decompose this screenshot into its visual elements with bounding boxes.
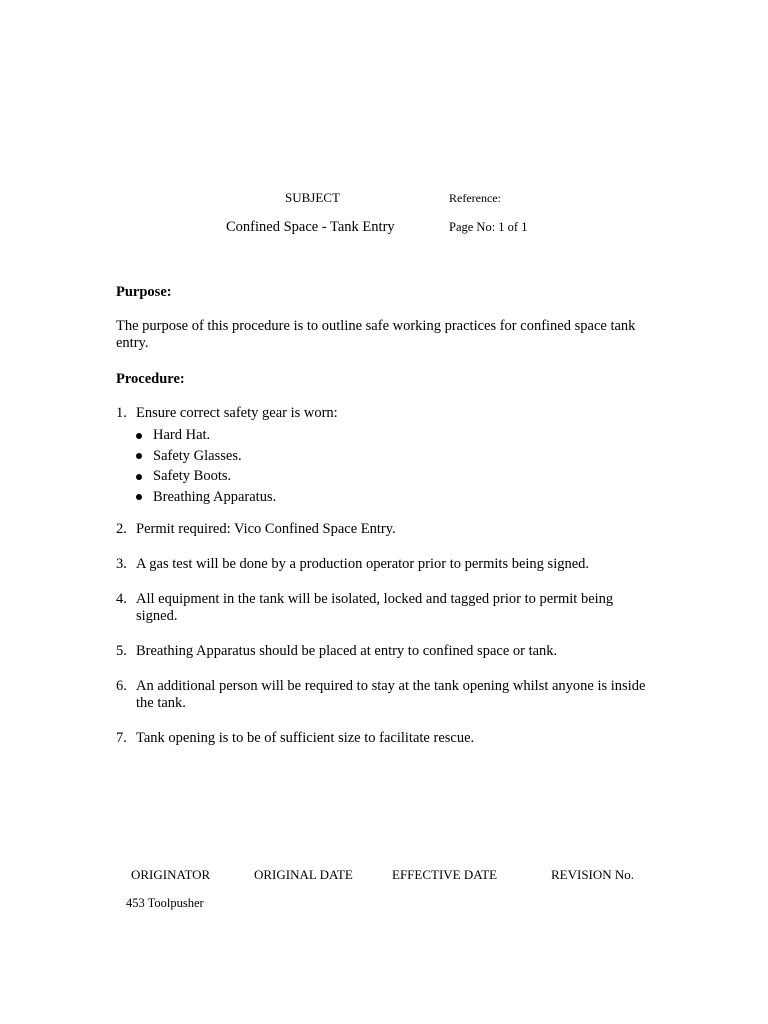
- list-item: [116, 487, 656, 508]
- effective-date-label: EFFECTIVE DATE: [392, 867, 498, 882]
- step-number: 6.: [116, 678, 127, 694]
- bullet-icon: [136, 494, 142, 500]
- revision-label: REVISION No.: [551, 867, 635, 882]
- step-number: 3.: [116, 556, 127, 572]
- list-item-text: Breathing Apparatus.: [153, 488, 277, 505]
- document-title: Confined Space - Tank Entry: [226, 219, 395, 235]
- step-number: 2.: [116, 521, 127, 537]
- step-text: Permit required: Vico Confined Space Entry.: [136, 521, 396, 537]
- list-item-text: Safety Boots.: [153, 468, 232, 484]
- bullet-icon: [136, 433, 142, 439]
- reference-label: Reference:: [449, 191, 501, 205]
- step-number: 7.: [116, 730, 127, 746]
- step-number: 1.: [116, 405, 127, 421]
- step-number: 4.: [116, 591, 127, 607]
- bullet-icon: [136, 474, 142, 480]
- subject-label: SUBJECT: [285, 190, 340, 205]
- original-date-label: ORIGINAL DATE: [254, 867, 353, 882]
- procedure-step: [116, 556, 656, 573]
- procedure-step: [116, 591, 656, 625]
- list-item-text: Safety Glasses.: [153, 447, 242, 464]
- step-text: Breathing Apparatus should be placed at entry to confined space or tank.: [136, 643, 558, 659]
- bullet-icon: [136, 453, 142, 459]
- procedure-step: [116, 643, 656, 660]
- step-text: Ensure correct safety gear is worn:: [136, 405, 338, 421]
- procedure-step: [116, 405, 656, 507]
- list-item-text: Hard Hat.: [153, 427, 211, 443]
- list-item: [116, 446, 656, 467]
- step-number: 5.: [116, 643, 127, 659]
- procedure-step: [116, 730, 656, 747]
- step-text: An additional person will be required to stay at the tank opening whilst anyone is inside the tank.: [136, 678, 646, 711]
- purpose-text: The purpose of this procedure is to outline safe working practices for confined space tank entry.: [116, 318, 636, 351]
- purpose-heading: Purpose:: [116, 284, 172, 300]
- procedure-heading: Procedure:: [116, 371, 185, 387]
- originator-value: 453 Toolpusher: [126, 896, 204, 910]
- page-number: Page No: 1 of 1: [449, 220, 528, 234]
- procedure-step: [116, 678, 656, 712]
- list-item: [116, 466, 656, 487]
- step-text: A gas test will be done by a production operator prior to permits being signed.: [136, 556, 590, 572]
- list-item: [116, 425, 656, 446]
- safety-gear-list: [116, 425, 656, 507]
- originator-label: ORIGINATOR: [131, 867, 211, 882]
- procedure-step: [116, 521, 656, 538]
- step-text: Tank opening is to be of sufficient size to facilitate rescue.: [136, 730, 475, 746]
- step-text: All equipment in the tank will be isolated, locked and tagged prior to permit being signed.: [136, 591, 614, 624]
